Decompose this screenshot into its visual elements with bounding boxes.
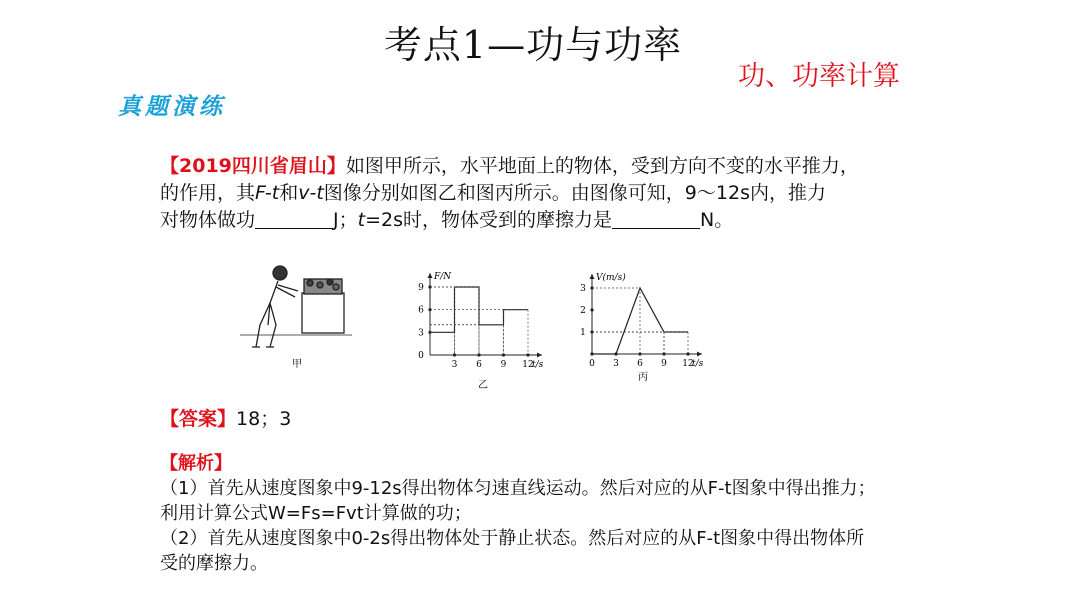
analysis-p2a: （2）首先从速度图象中0-2s得出物体处于静止状态。然后对应的从F-t图象中得出物体所 xyxy=(160,528,865,549)
x-axis-arrow xyxy=(537,353,542,358)
y-tick-label: 1 xyxy=(580,328,586,338)
question-line1-text: 如图甲所示，水平地面上的物体，受到方向不变的水平推力， xyxy=(345,155,859,177)
x-tick-label: 0 xyxy=(589,359,595,369)
x-tick-label: 9 xyxy=(661,359,667,369)
answer-block xyxy=(160,404,291,431)
analysis-label: 【解析】 xyxy=(160,453,232,474)
vt-symbol: v-t xyxy=(298,182,324,204)
question-line3-a: 对物体做功 xyxy=(160,209,256,231)
x-tick-label: 12 xyxy=(682,359,694,369)
question-line-2 xyxy=(160,180,980,207)
analysis-p1a: （1）首先从速度图象中9-12s得出物体匀速直线运动。然后对应的从F-t图象中得出推力； xyxy=(160,478,876,499)
ft-symbol: F-t xyxy=(255,182,280,204)
chart-ft xyxy=(418,272,544,370)
answer-blank-2 xyxy=(612,210,700,229)
answer-blank-1 xyxy=(255,210,333,229)
question-line-1 xyxy=(160,153,980,180)
question-line3-c: =2s时，物体受到的摩擦力是 xyxy=(365,209,612,231)
figures-row xyxy=(240,255,720,395)
answer-value: 18；3 xyxy=(236,408,292,430)
y-axis-arrow xyxy=(590,274,595,279)
y-axis-label: V(m/s) xyxy=(596,273,626,283)
y-tick-label: 3 xyxy=(418,328,424,339)
figure-jia xyxy=(240,266,352,347)
section-label: 真题演练 xyxy=(118,93,226,120)
x-axis-label: t/s xyxy=(692,359,704,369)
x-tick-label: 12 xyxy=(522,360,534,370)
x-tick-label: 9 xyxy=(500,360,507,370)
question-line-3 xyxy=(160,207,980,234)
question-text xyxy=(160,153,980,234)
t-symbol: t xyxy=(357,209,366,231)
x-tick-label: 6 xyxy=(637,359,643,369)
y-tick-label: 9 xyxy=(418,283,424,293)
slide-subtitle: 功、功率计算 xyxy=(738,61,900,92)
analysis-p2b: 受的摩擦力。 xyxy=(160,553,268,574)
y-tick-label: 6 xyxy=(418,305,424,316)
x-tick-label: 3 xyxy=(451,360,458,370)
figures-svg xyxy=(240,255,720,395)
y-axis-label: F/N xyxy=(434,272,452,282)
x-tick-label: 3 xyxy=(613,359,619,369)
caption-bing: 丙 xyxy=(638,372,648,383)
question-line2-a: 的作用，其 xyxy=(160,182,256,204)
y-tick-mark xyxy=(590,308,593,311)
y-tick-label: 2 xyxy=(580,306,586,316)
answer-label: 【答案】 xyxy=(160,408,237,430)
question-line3-d: N。 xyxy=(700,209,734,231)
question-source: 【2019四川省眉山】 xyxy=(160,155,346,177)
question-line2-c: 图像分别如图乙和图丙所示。由图像可知，9～12s内，推力 xyxy=(323,182,826,204)
y-tick-label: 0 xyxy=(418,351,424,361)
question-line2-b: 和 xyxy=(279,182,299,204)
chart-vt xyxy=(580,272,704,369)
y-axis-arrow xyxy=(428,273,433,278)
x-axis-arrow xyxy=(697,352,702,357)
analysis-block xyxy=(160,451,990,576)
slide-title: 考点1—功与功率 xyxy=(383,23,683,67)
question-line3-b: J； xyxy=(333,209,358,231)
caption-yi: 乙 xyxy=(478,380,488,391)
x-axis-label: t/s xyxy=(532,360,544,370)
y-tick-label: 3 xyxy=(580,284,586,294)
analysis-p1b: 利用计算公式W=Fs=Fvt计算做的功； xyxy=(160,503,472,524)
caption-jia: 甲 xyxy=(292,359,302,370)
x-tick-label: 6 xyxy=(476,360,482,370)
